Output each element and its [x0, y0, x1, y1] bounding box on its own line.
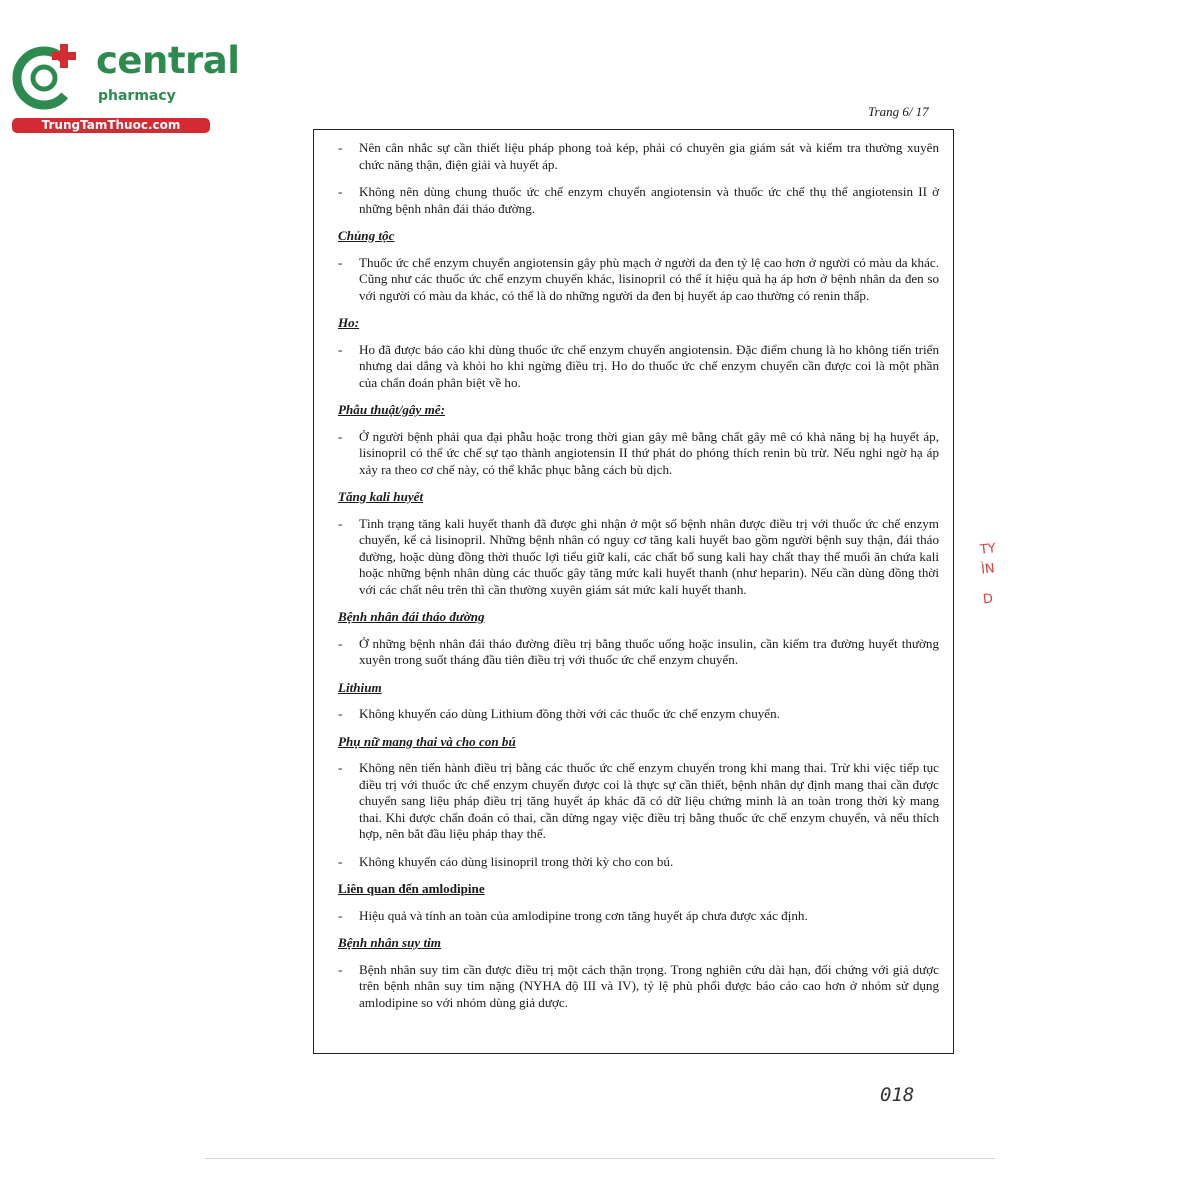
document-content — [313, 129, 954, 1054]
bullet-text: Không nên tiến hành điều trị bằng các thuốc ức chế enzym chuyển trong khi mang thai. Trừ khi việc tiếp tục điều trị với thuốc ức chế enzym chuyển được coi là thực sự cần thiết, bệnh nhân dự định mang thai cần được chuyển sang liệu pháp điều trị tăng huyết áp khác đã có dữ liệu chứng minh là an toàn trong thời kỳ mang thai. Khi được chẩn đoán có thai, cần dừng ngay việc điều trị bằng thuốc ức chế enzym chuyển, và nếu thích hợp, nên bắt đầu liệu pháp thay thế. — [359, 760, 939, 841]
bullet-item — [338, 140, 939, 173]
document-section — [338, 680, 939, 723]
bullet-dash: - — [338, 706, 343, 721]
bullet-item — [338, 429, 939, 479]
bullet-text: Không khuyến cáo dùng Lithium đồng thời với các thuốc ức chế enzym chuyển. — [359, 706, 780, 721]
section-heading: Chủng tộc — [338, 228, 395, 243]
document-section — [338, 402, 939, 478]
section-heading: Liên quan đến amlodipine — [338, 881, 485, 896]
bullet-item — [338, 854, 939, 871]
bullet-text: Tình trạng tăng kali huyết thanh đã được ghi nhận ở một số bệnh nhân được điều trị với thuốc ức chế enzym chuyển, kể cả lisinopril. Những bệnh nhân có nguy cơ tăng kali huyết bao gồm người bệnh suy thận, đái tháo đường, hoặc dùng đồng thời thuốc lợi tiểu giữ kali, các chất bổ sung kali hay chất thay thế muối ăn chứa kali hoặc những bệnh nhân dùng các thuốc gây tăng mức kali huyết thanh (như heparin). Nếu cần dùng đồng thời với các chất nêu trên thì cần thường xuyên giám sát mức kali huyết thanh. — [359, 515, 939, 597]
bullet-text: Không khuyến cáo dùng lisinopril trong thời kỳ cho con bú. — [359, 853, 674, 869]
section-heading: Bệnh nhân đái tháo đường — [338, 609, 485, 624]
brand-url[interactable]: TrungTamThuoc.com — [12, 118, 210, 133]
bullet-item — [338, 760, 939, 843]
bullet-dash: - — [338, 341, 343, 357]
bullet-dash: - — [338, 254, 343, 270]
bullet-dash: - — [338, 428, 343, 444]
bullet-item — [338, 516, 939, 599]
section-heading: Phẫu thuật/gây mê: — [338, 402, 445, 417]
section-heading: Bệnh nhân suy tim — [338, 935, 441, 950]
stamp-line: TY — [979, 541, 997, 558]
bullet-text: Ở người bệnh phải qua đại phẫu hoặc trong thời gian gây mê bằng chất gây mê có khả năng bị hạ huyết áp, lisinopril có thể ức chế sự tạo thành angiotensin II thứ phát do phóng thích renin bù trừ. Nếu nghi ngờ hạ áp xảy ra theo cơ chế này, có thể khắc phục bằng cách bù dịch. — [359, 428, 939, 477]
bullet-text: Nên cân nhắc sự cần thiết liệu pháp phong toả kép, phải có chuyên gia giám sát và kiểm tra thường xuyên chức năng thận, điện giải và huyết áp. — [359, 140, 939, 172]
bullet-dash: - — [338, 515, 343, 531]
brand-logo[interactable] — [10, 38, 240, 138]
bullet-item — [338, 706, 939, 723]
stamp-line: ÌN — [980, 561, 996, 578]
bullet-dash: - — [338, 140, 343, 155]
section-heading: Tăng kali huyết — [338, 489, 424, 504]
red-stamp-mark — [970, 540, 1006, 690]
bullet-text: Hiệu quả và tính an toàn của amlodipine trong cơn tăng huyết áp chưa được xác định. — [359, 907, 808, 923]
document-section — [338, 609, 939, 669]
bullet-item — [338, 184, 939, 217]
brand-name: central — [96, 39, 240, 82]
section-heading: Ho: — [338, 315, 360, 330]
section-heading: Lithium — [338, 679, 382, 695]
document-section — [338, 315, 939, 391]
stamp-line: D — [982, 591, 994, 608]
page-number: Trang 6/ 17 — [868, 104, 929, 119]
bullet-dash: - — [338, 907, 343, 923]
bullet-text: Thuốc ức chế enzym chuyển angiotensin gây phù mạch ở người da đen tỷ lệ cao hơn ở người có màu da khác. Cũng như các thuốc ức chế enzym chuyển khác, lisinopril có thể ít hiệu quả hạ áp hơn ở bệnh nhân da đen so với người có màu da khác, có thể là do những người da đen bị huyết áp cao thường có renin thấp. — [359, 254, 939, 303]
section-heading: Phụ nữ mang thai và cho con bú — [338, 733, 516, 749]
document-section — [338, 140, 939, 217]
bullet-text: Bệnh nhân suy tim cần được điều trị một cách thận trọng. Trong nghiên cứu dài hạn, đối chứng với giả dược trên bệnh nhân suy tim nặng (NYHA độ III và IV), tỷ lệ phù phổi được báo cáo cao hơn ở nhóm sử dụng amlodipine so với nhóm dùng giả dược. — [359, 961, 939, 1010]
handwritten-page-number: 018 — [880, 1084, 915, 1106]
bottom-divider — [205, 1158, 995, 1159]
document-section — [338, 228, 939, 304]
brand-subtitle: pharmacy — [98, 88, 176, 104]
bullet-item — [338, 962, 939, 1012]
document-section — [338, 935, 939, 1011]
bullet-item — [338, 342, 939, 392]
bullet-text: Ở những bệnh nhân đái tháo đường điều trị bằng thuốc uống hoặc insulin, cần kiểm tra đường huyết thường xuyên trong suốt tháng đầu tiên điều trị với thuốc ức chế enzym chuyển. — [359, 635, 939, 667]
bullet-dash: - — [338, 760, 343, 775]
bullet-dash: - — [338, 184, 343, 199]
pharmacy-cross-logo-icon — [10, 38, 90, 118]
bullet-dash: - — [338, 635, 343, 651]
document-section — [338, 881, 939, 924]
bullet-item — [338, 636, 939, 669]
bullet-text: Ho đã được báo cáo khi dùng thuốc ức chế enzym chuyển angiotensin. Đặc điểm chung là ho không tiến triển nhưng dai dẳng và khỏi ho khi ngừng điều trị. Ho do thuốc ức chế enzym chuyển cần được coi là một phần của chẩn đoán phân biệt về ho. — [359, 341, 939, 390]
bullet-text: Không nên dùng chung thuốc ức chế enzym chuyển angiotensin và thuốc ức chế thụ thể angiotensin II ở những bệnh nhân đái tháo đường. — [359, 184, 939, 216]
document-section — [338, 489, 939, 598]
bullet-dash: - — [338, 961, 343, 977]
document-section — [338, 734, 939, 871]
bullet-item — [338, 908, 939, 925]
bullet-item — [338, 255, 939, 305]
bullet-dash: - — [338, 853, 343, 869]
